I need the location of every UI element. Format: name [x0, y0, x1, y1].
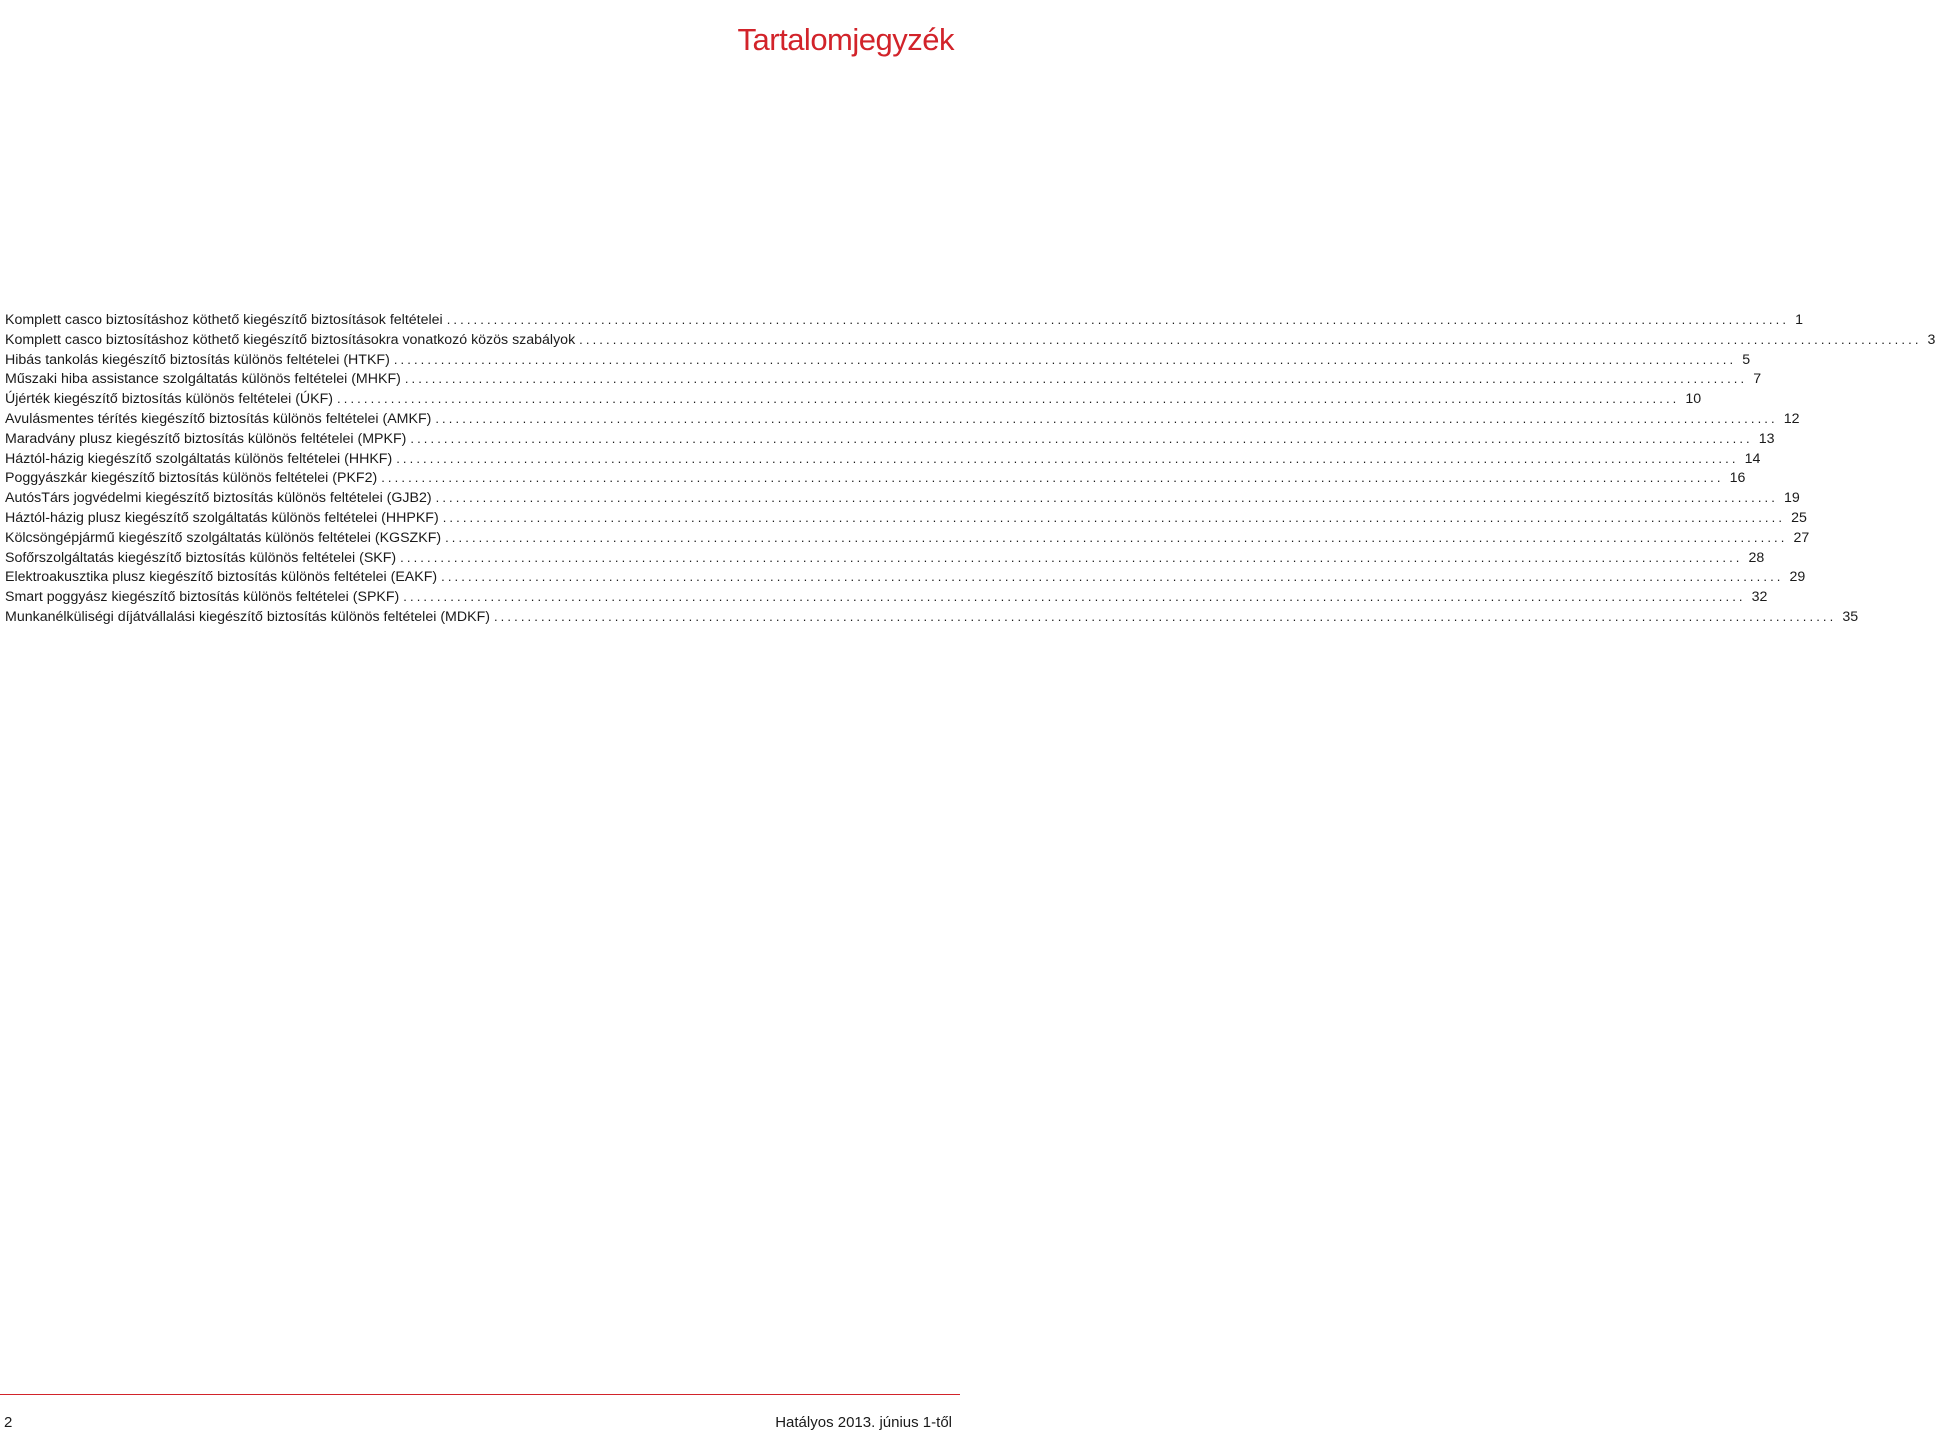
toc-entry-page: 25	[1791, 509, 1807, 526]
toc-entry[interactable]	[5, 369, 1762, 389]
toc-dot-leader: ........................................................................................................................................................................................................	[493, 608, 1837, 624]
toc-entry-title: Kölcsöngépjármű kiegészítő szolgáltatás különös feltételei (KGSZKF)	[5, 529, 442, 546]
toc-entry[interactable]	[5, 488, 1800, 508]
toc-dot-leader: ........................................................................................................................................................................................................	[396, 450, 1739, 466]
toc-entry[interactable]	[5, 330, 1935, 350]
toc-entry-title: Elektroakusztika plusz kiegészítő biztosítás különös feltételei (EAKF)	[5, 569, 438, 586]
toc-entry-page: 28	[1748, 549, 1765, 566]
toc-entry-title: AutósTárs jogvédelmi kiegészítő biztosítás különös feltételei (GJB2)	[5, 490, 432, 507]
toc-entry-title: Újérték kiegészítő biztosítás különös feltételei (ÚKF)	[5, 391, 334, 408]
toc-entry-page: 10	[1685, 391, 1702, 408]
toc-dot-leader: ........................................................................................................................................................................................................	[337, 391, 1680, 407]
toc-entry-title: Komplett casco biztosításhoz köthető kiegészítő biztosítások feltételei	[5, 312, 443, 328]
toc-dot-leader: ........................................................................................................................................................................................................	[410, 430, 1753, 446]
toc-entry[interactable]	[5, 567, 1806, 587]
toc-entry[interactable]	[5, 548, 1765, 568]
toc-entry-title: Műszaki hiba assistance szolgáltatás különös feltételei (MHKF)	[5, 371, 401, 388]
toc-entry[interactable]	[5, 607, 1859, 627]
toc-dot-leader: ........................................................................................................................................................................................................	[435, 410, 1778, 426]
toc-entry-title: Háztól-házig kiegészítő szolgáltatás különös feltételei (HHKF)	[5, 450, 393, 467]
toc-entry-page: 7	[1753, 371, 1762, 388]
toc-entry-title: Munkanélküliségi díjátvállalási kiegészítő biztosítás különös feltételei (MDKF)	[5, 608, 490, 625]
toc-entry-title: Sofőrszolgáltatás kiegészítő biztosítás különös feltételei (SKF)	[5, 549, 397, 566]
toc-entry[interactable]	[5, 468, 1746, 488]
toc-dot-leader: ........................................................................................................................................................................................................	[445, 529, 1788, 545]
toc-entry-page: 27	[1793, 529, 1810, 546]
toc-dot-leader: ........................................................................................................................................................................................................	[404, 371, 1748, 387]
toc-entry[interactable]	[5, 429, 1775, 449]
table-of-contents	[5, 310, 1935, 627]
toc-entry[interactable]	[5, 449, 1761, 469]
toc-entry-title: Maradvány plusz kiegészítő biztosítás különös feltételei (MPKF)	[5, 430, 407, 447]
toc-dot-leader: ........................................................................................................................................................................................................	[441, 569, 1784, 585]
toc-entry[interactable]	[5, 508, 1807, 528]
footer-effective-date: Hatályos 2013. június 1-től	[775, 1414, 952, 1431]
toc-dot-leader: ........................................................................................................................................................................................................	[446, 312, 1790, 327]
toc-dot-leader: ........................................................................................................................................................................................................	[435, 490, 1778, 506]
toc-entry-title: Hibás tankolás kiegészítő biztosítás különös feltételei (HTKF)	[5, 351, 390, 368]
toc-dot-leader: ........................................................................................................................................................................................................	[579, 331, 1922, 347]
toc-dot-leader: ........................................................................................................................................................................................................	[442, 509, 1786, 525]
toc-entry-page: 32	[1751, 589, 1768, 606]
toc-entry-title: Smart poggyász kiegészítő biztosítás különös feltételei (SPKF)	[5, 589, 400, 606]
page-title: Tartalomjegyzék	[737, 22, 954, 57]
toc-dot-leader: ........................................................................................................................................................................................................	[393, 351, 1737, 367]
toc-entry-page: 3	[1927, 331, 1935, 348]
toc-entry-title: Poggyászkár kiegészítő biztosítás különös feltételei (PKF2)	[5, 470, 378, 487]
toc-entry-page: 19	[1783, 490, 1800, 507]
toc-entry-page: 13	[1758, 430, 1775, 447]
toc-dot-leader: ........................................................................................................................................................................................................	[400, 549, 1743, 565]
toc-entry-page: 1	[1795, 312, 1803, 328]
toc-entry-title: Avulásmentes térítés kiegészítő biztosítás különös feltételei (AMKF)	[5, 410, 432, 427]
footer-divider	[0, 1394, 960, 1395]
toc-entry[interactable]	[5, 389, 1702, 409]
toc-entry-page: 5	[1742, 351, 1751, 368]
toc-entry-page: 35	[1842, 608, 1859, 625]
toc-entry-page: 29	[1789, 569, 1806, 586]
toc-dot-leader: ........................................................................................................................................................................................................	[381, 470, 1724, 486]
toc-entry-page: 16	[1729, 470, 1746, 487]
toc-entry-page: 12	[1783, 410, 1800, 427]
toc-dot-leader: ........................................................................................................................................................................................................	[403, 589, 1746, 605]
toc-entry-title: Komplett casco biztosításhoz köthető kiegészítő biztosításokra vonatkozó közös szabályok	[5, 331, 576, 348]
footer-page-number: 2	[4, 1414, 13, 1431]
toc-entry[interactable]	[5, 409, 1800, 429]
toc-entry[interactable]	[5, 587, 1768, 607]
toc-entry[interactable]	[5, 310, 1803, 330]
toc-entry-title: Háztól-házig plusz kiegészítő szolgáltatás különös feltételei (HHPKF)	[5, 509, 439, 526]
toc-entry[interactable]	[5, 528, 1810, 548]
toc-entry[interactable]	[5, 350, 1751, 370]
toc-entry-page: 14	[1744, 450, 1761, 467]
